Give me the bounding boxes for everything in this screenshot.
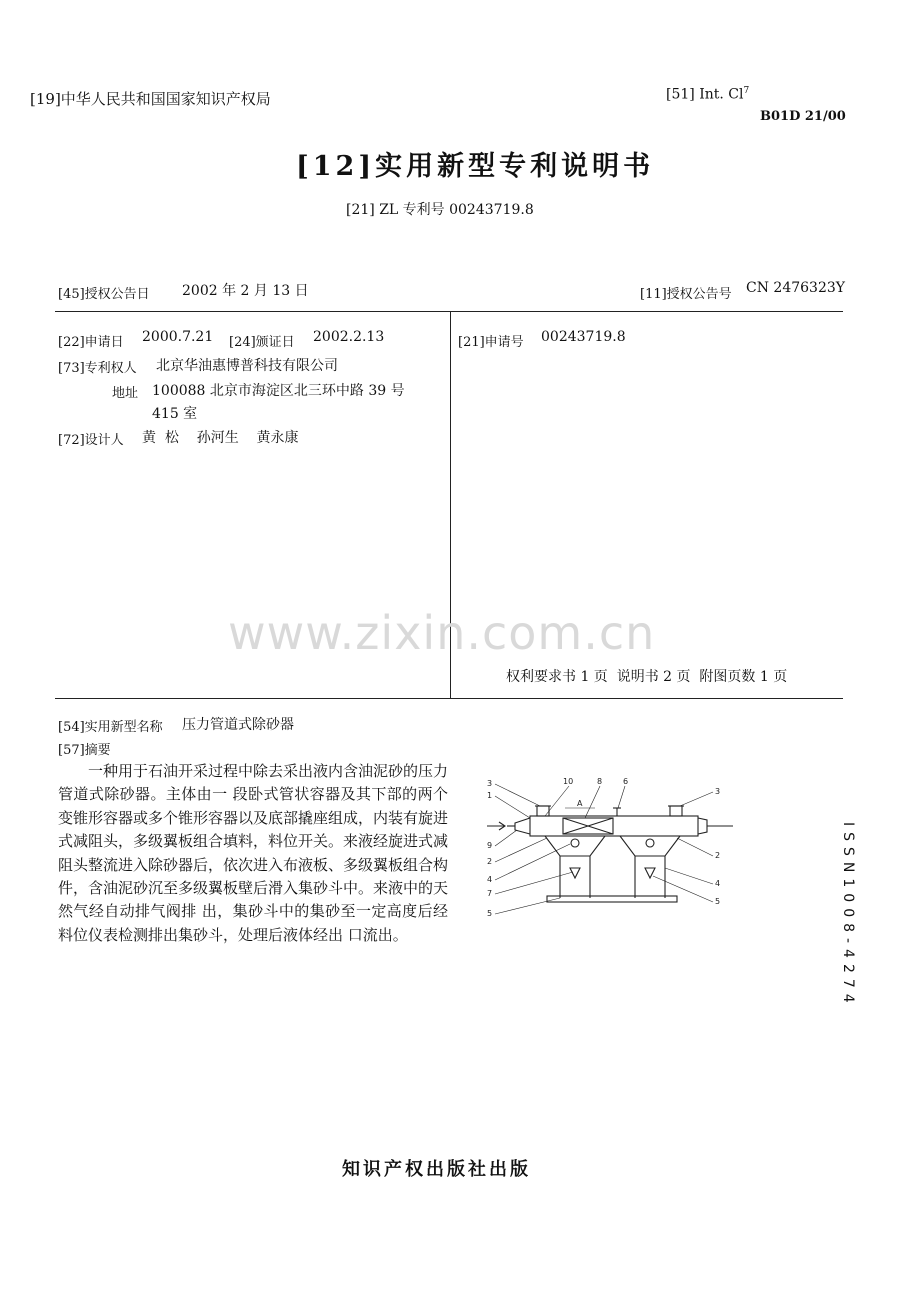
leader-left-3 <box>495 830 517 846</box>
publisher-footer: 知识产权出版社出版 <box>342 1159 531 1180</box>
filing-date-value: 2000.7.21 <box>142 329 214 345</box>
frame-bottom-rule <box>55 698 843 699</box>
application-number-label: [21]申请号 <box>458 335 524 350</box>
fig-label-top-1: 10 <box>563 777 574 786</box>
address-value-line2: 415 室 <box>152 406 198 422</box>
fig-label-right-1: 3 <box>715 787 721 796</box>
issn-vertical: ISSN1008-4274 <box>840 822 856 1009</box>
outlet-cone <box>698 818 707 834</box>
right-top-nozzle <box>670 806 682 816</box>
utility-model-title-label: [54]实用新型名称 <box>58 720 163 735</box>
leader-left-6 <box>495 872 573 894</box>
watermark: www.zixin.com.cn <box>228 606 656 660</box>
abstract-text <box>58 760 448 947</box>
leader-left-2 <box>495 796 530 818</box>
leader-left-7 <box>495 898 560 914</box>
int-cl-label: [51] Int. Cl <box>666 86 744 103</box>
fig-label-left-2: 1 <box>487 791 493 800</box>
left-drain <box>570 868 580 878</box>
fig-label-left-4: 2 <box>487 857 493 866</box>
grant-date-value: 2002 年 2 月 13 日 <box>182 283 309 299</box>
fig-label-right-4: 5 <box>715 897 721 906</box>
leader-right-1 <box>680 792 713 806</box>
right-level-switch <box>646 839 654 847</box>
vessel-body <box>530 816 698 836</box>
leader-left-5 <box>495 844 570 880</box>
leader-left-1 <box>495 784 540 806</box>
fig-label-left-7: 5 <box>487 909 493 918</box>
leader-right-2 <box>677 838 713 856</box>
frame-top-rule <box>55 311 843 312</box>
inlet-cone <box>515 818 530 834</box>
leader-top-3 <box>618 786 625 808</box>
fig-label-left-1: 3 <box>487 779 493 788</box>
designer-label: [72]设计人 <box>58 433 124 448</box>
grant-date-label: [45]授权公告日 <box>58 287 150 302</box>
leader-right-4 <box>653 876 713 902</box>
grant-number-label: [11]授权公告号 <box>640 287 732 302</box>
fig-label-left-5: 4 <box>487 875 493 884</box>
left-level-switch <box>571 839 579 847</box>
fig-label-left-6: 7 <box>487 889 493 898</box>
application-number-value: 00243719.8 <box>541 329 626 345</box>
address-value-line1: 100088 北京市海淀区北三环中路 39 号 <box>152 383 405 399</box>
cert-date-value: 2002.2.13 <box>313 329 385 345</box>
doc-type-title: [12]实用新型专利说明书 <box>296 151 655 182</box>
abstract-body: 一种用于石油开采过程中除去采出液内含油泥砂的压力管道式除砂器。主体由一 段卧式管状容器及其下部的两个变锥形容器或多个锥形容器以及底部撬座组成，内装有旋进式减阻头，多级翼板组合填料，料位开关。来液经旋进式减阻头整流进入除砂器后，依次进入布液板、多级翼板组合构 件，含油泥砂沉至多级翼板壁后滑入集砂斗中。来液中的天然气经自动排气阀排 出，集砂斗中的集砂至一定高度后经料位仪表检测排出集砂斗，处理后液体经出 口流出。 <box>58 762 449 944</box>
page-counts: 权利要求书 1 页 说明书 2 页 附图页数 1 页 <box>506 669 788 685</box>
filing-date-label: [22]申请日 <box>58 335 124 350</box>
designer-value: 黄 松 孙河生 黄永康 <box>142 430 299 446</box>
abstract-label: [57]摘要 <box>58 743 111 758</box>
inflow-arrow-icon <box>487 822 505 830</box>
fig-label-top-2: 8 <box>597 777 603 786</box>
int-cl-code: B01D 21/00 <box>760 109 846 124</box>
fig-label-right-2: 2 <box>715 851 721 860</box>
address-label: 地址 <box>112 386 139 401</box>
fig-label-right-3: 4 <box>715 879 721 888</box>
leader-top-2 <box>585 786 600 818</box>
fig-label-top-3: 6 <box>623 777 629 786</box>
fig-label-left-3: 9 <box>487 841 493 850</box>
leader-right-3 <box>665 868 713 884</box>
utility-model-title-value: 压力管道式除砂器 <box>182 717 294 733</box>
leader-top-1 <box>545 786 569 816</box>
int-cl <box>666 86 749 103</box>
left-top-nozzle <box>537 806 549 816</box>
section-mark: A <box>577 799 583 808</box>
cert-date-label: [24]颁证日 <box>229 335 295 350</box>
leader-left-4 <box>495 838 547 862</box>
office-name: [19]中华人民共和国国家知识产权局 <box>30 90 271 108</box>
sand-remover-drawing <box>485 768 735 928</box>
grant-number-value: CN 2476323Y <box>746 280 846 296</box>
owner-label: [73]专利权人 <box>58 361 137 376</box>
skid-base <box>547 896 677 902</box>
int-cl-sup: 7 <box>743 86 750 96</box>
patent-number: [21] ZL 专利号 00243719.8 <box>346 202 534 218</box>
owner-value: 北京华油惠博普科技有限公司 <box>156 358 338 374</box>
